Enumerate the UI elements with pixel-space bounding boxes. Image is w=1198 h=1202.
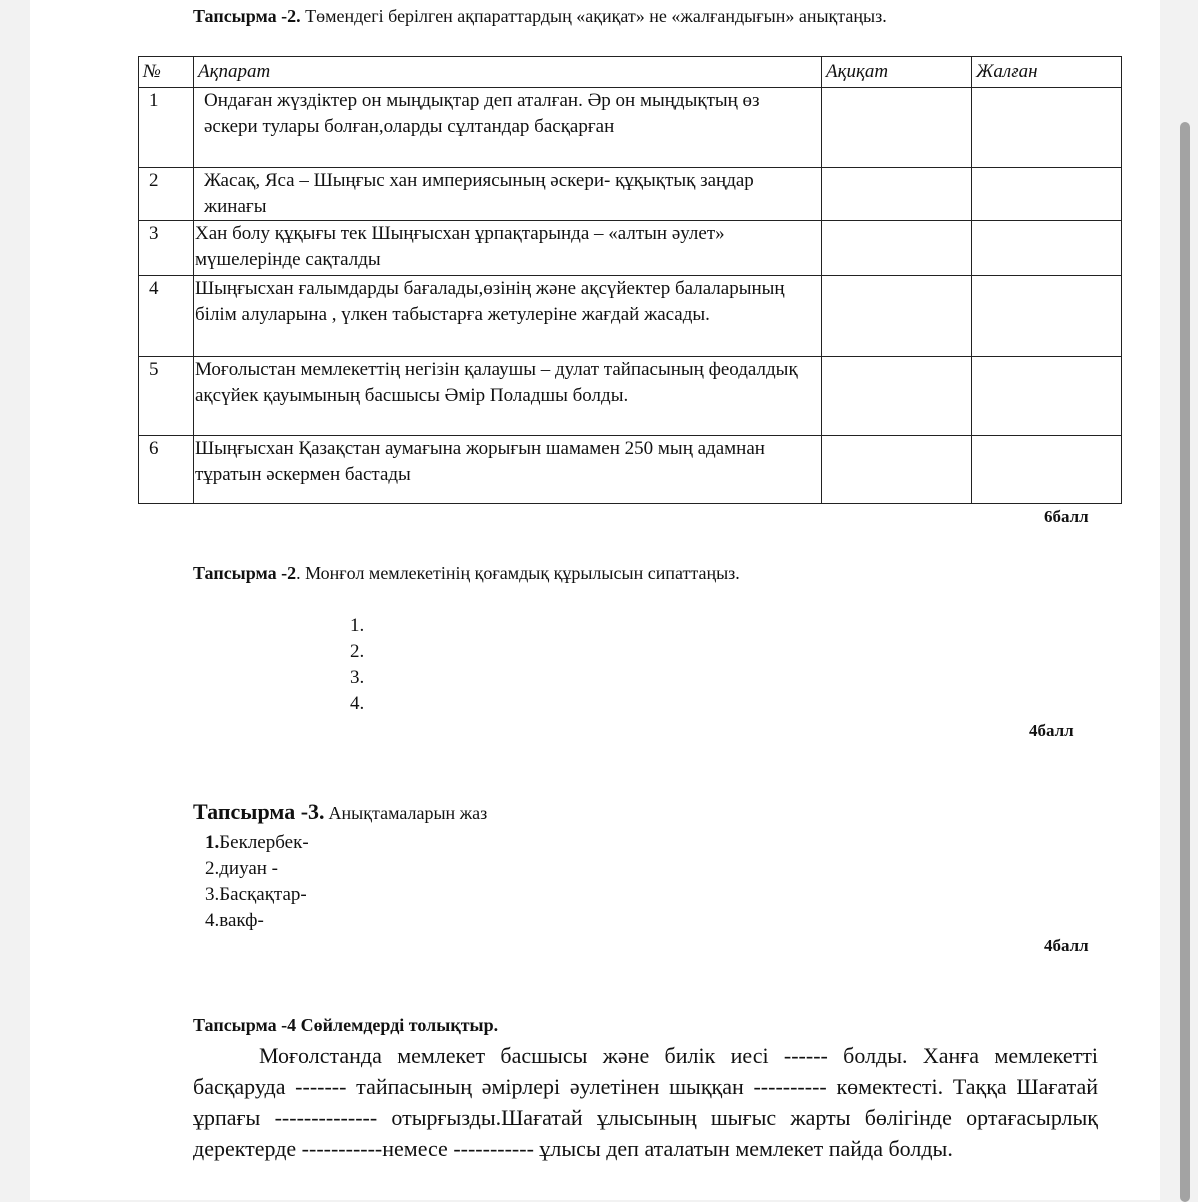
true-answer-cell[interactable] bbox=[822, 276, 972, 357]
task4-heading bbox=[193, 1015, 498, 1036]
false-answer-cell[interactable] bbox=[972, 436, 1122, 504]
item-number: 1. bbox=[205, 832, 220, 853]
list-item bbox=[205, 882, 309, 908]
task3-label: Тапсырма -3. bbox=[193, 799, 325, 824]
item-number: 4. bbox=[205, 910, 220, 931]
list-item bbox=[205, 830, 309, 856]
table-row bbox=[139, 276, 1122, 357]
truth-table bbox=[138, 56, 1122, 504]
false-answer-cell[interactable] bbox=[972, 276, 1122, 357]
task4-label: Тапсырма -4 bbox=[193, 1015, 297, 1035]
scrollbar[interactable] bbox=[1180, 122, 1190, 1202]
item-term: Беклербек- bbox=[219, 832, 309, 853]
false-answer-cell[interactable] bbox=[972, 221, 1122, 276]
task4-instruction: Сөйлемдерді толықтыр. bbox=[300, 1015, 499, 1035]
list-item: 4. bbox=[350, 693, 365, 714]
task2-heading bbox=[193, 563, 740, 584]
list-item bbox=[205, 908, 309, 934]
header-number: № bbox=[139, 57, 194, 88]
task4-text: Моғолстанда мемлекет басшысы және билік иесі ------ болды. Ханға мемлекетті басқаруда ------- тайпасының әмірлері әулетінен шыққан ---------- көмектесті. Таққа Шағатай ұрпағы -------------- отырғызды.Шағатай ұлысының шығыс жарты бөлігінде ортағасырлық деректерде -----------немесе ----------- ұлысы деп аталатын мемлекет пайда болды. bbox=[193, 1043, 1098, 1161]
row-statement: Шыңғысхан ғалымдарды бағалады,өзінің және ақсүйектер балаларының білім алуларына , үлкен табыстарға жетулеріне жағдай жасады. bbox=[194, 276, 822, 357]
item-term: вакф- bbox=[219, 910, 264, 931]
task3-score: 4балл bbox=[1044, 936, 1089, 955]
header-true: Ақиқат bbox=[822, 57, 972, 88]
row-number: 2 bbox=[139, 168, 194, 221]
table-row bbox=[139, 357, 1122, 436]
true-answer-cell[interactable] bbox=[822, 88, 972, 168]
row-number: 5 bbox=[139, 357, 194, 436]
row-statement: Шыңғысхан Қазақстан аумағына жорығын шамамен 250 мың адамнан тұратын әскермен бастады bbox=[194, 436, 822, 504]
header-false: Жалған bbox=[972, 57, 1122, 88]
task1-heading bbox=[193, 6, 887, 27]
task4-paragraph bbox=[193, 1040, 1098, 1164]
true-answer-cell[interactable] bbox=[822, 357, 972, 436]
row-number: 3 bbox=[139, 221, 194, 276]
false-answer-cell[interactable] bbox=[972, 88, 1122, 168]
false-answer-cell[interactable] bbox=[972, 168, 1122, 221]
task3-heading bbox=[193, 799, 487, 825]
task1-score: 6балл bbox=[1044, 507, 1089, 526]
list-item: 3. bbox=[350, 667, 365, 688]
task2-instruction: . Монғол мемлекетінің қоғамдық құрылысын сипаттаңыз. bbox=[296, 563, 740, 583]
list-item bbox=[205, 856, 309, 882]
row-number: 1 bbox=[139, 88, 194, 168]
table-row bbox=[139, 168, 1122, 221]
task3-instruction: Анықтамаларын жаз bbox=[328, 803, 488, 823]
true-answer-cell[interactable] bbox=[822, 168, 972, 221]
item-number: 2. bbox=[205, 858, 220, 879]
row-statement: Хан болу құқығы тек Шыңғысхан ұрпақтарында – «алтын әулет» мүшелерінде сақталды bbox=[194, 221, 822, 276]
table-row bbox=[139, 436, 1122, 504]
true-answer-cell[interactable] bbox=[822, 221, 972, 276]
true-answer-cell[interactable] bbox=[822, 436, 972, 504]
row-statement: Жасақ, Яса – Шыңғыс хан империясының әскери- құқықтық заңдар жинағы bbox=[194, 168, 822, 221]
task1-instruction: Төмендегі берілген ақпараттардың «ақиқат» не «жалғандығын» анықтаңыз. bbox=[305, 6, 887, 26]
header-info: Ақпарат bbox=[194, 57, 822, 88]
task3-list bbox=[205, 830, 309, 934]
row-number: 6 bbox=[139, 436, 194, 504]
task2-score: 4балл bbox=[1029, 721, 1074, 740]
item-term: диуан - bbox=[219, 858, 279, 879]
table-row bbox=[139, 221, 1122, 276]
table-header-row bbox=[139, 57, 1122, 88]
item-term: Басқақтар- bbox=[219, 884, 307, 905]
task2-label: Тапсырма -2 bbox=[193, 563, 297, 583]
false-answer-cell[interactable] bbox=[972, 357, 1122, 436]
task1-label: Тапсырма -2. bbox=[193, 6, 301, 26]
list-item: 1. bbox=[350, 615, 365, 636]
row-statement: Моғолыстан мемлекеттің негізін қалаушы – дулат тайпасының феодалдық ақсүйек қауымының басшысы Әмір Поладшы болды. bbox=[194, 357, 822, 436]
task2-list bbox=[350, 613, 364, 717]
row-number: 4 bbox=[139, 276, 194, 357]
item-number: 3. bbox=[205, 884, 220, 905]
list-item: 2. bbox=[350, 641, 365, 662]
table-row bbox=[139, 88, 1122, 168]
row-statement: Ондаған жүздіктер он мыңдықтар деп аталған. Әр он мыңдықтың өз әскери тулары болған,оларды сұлтандар басқарған bbox=[194, 88, 822, 168]
